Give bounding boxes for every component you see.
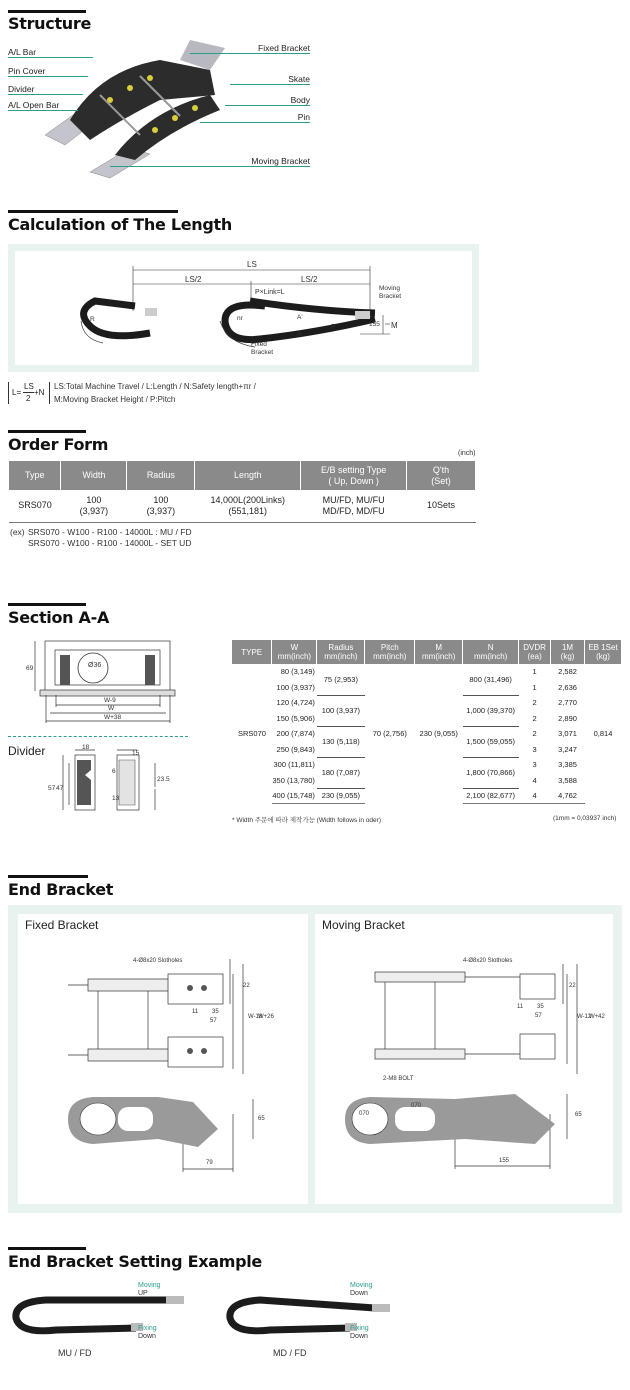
structure-right-leader bbox=[230, 84, 310, 85]
sa-kg-cell: 3,247 bbox=[558, 744, 577, 754]
moving-bracket-label: Moving Bracket bbox=[315, 914, 420, 936]
sa-radius-cell: 180 (7,087) bbox=[317, 757, 365, 788]
end-bracket-title: End Bracket bbox=[8, 880, 114, 899]
calc-r-label: R bbox=[90, 316, 95, 323]
order-example-prefix: (ex) bbox=[10, 527, 25, 537]
sa-dvdr-cell: 3 bbox=[532, 760, 537, 770]
structure-rule bbox=[8, 10, 86, 13]
sa-radius-cell: 75 (2,953) bbox=[317, 664, 365, 695]
formula-l: L= bbox=[12, 388, 22, 397]
sa-radius-cell: 130 (5,118) bbox=[317, 726, 365, 757]
fixed-w26: W+26 bbox=[258, 1014, 274, 1020]
calc-ls2a-label: LS/2 bbox=[185, 275, 202, 284]
div-d18: 18 bbox=[82, 744, 90, 751]
calc-rule bbox=[8, 210, 178, 213]
fixed-d35: 35 bbox=[212, 1009, 219, 1015]
structure-right-leader bbox=[200, 122, 310, 123]
structure-right-label: Fixed Bracket bbox=[258, 43, 310, 53]
divider-label: Divider bbox=[8, 744, 46, 758]
setting-rule bbox=[8, 1247, 86, 1250]
order-cell: 100 (3,937) bbox=[61, 490, 127, 522]
structure-right-label: Body bbox=[290, 95, 310, 105]
sa-kg-cell: 2,770 bbox=[558, 698, 577, 708]
moving-d155: 155 bbox=[499, 1158, 510, 1164]
div-d47: 47 bbox=[56, 785, 64, 792]
sa-type-cell: SRS070 bbox=[237, 729, 266, 739]
section-aa-table bbox=[232, 640, 622, 804]
setting2-fixing-dir: Down bbox=[350, 1333, 368, 1340]
sa-pitch-cell: 70 (2,756) bbox=[372, 729, 407, 739]
calc-legend-1: LS:Total Machine Travel / L:Length / N:Safety length+πr / bbox=[54, 382, 256, 391]
sa-header-cell: DVDR (ea) bbox=[519, 640, 551, 664]
fixed-w18: W-18 bbox=[248, 1014, 263, 1020]
sa-kg-cell: 4,762 bbox=[551, 788, 585, 804]
sa-w-cell: 400 (15,748) bbox=[272, 788, 317, 804]
sa-kg-cell: 2,636 bbox=[558, 682, 577, 692]
structure-left-label: Pin Cover bbox=[8, 66, 46, 76]
structure-left-label: A/L Bar bbox=[8, 47, 37, 57]
setting1-fixing-dir: Down bbox=[138, 1333, 156, 1340]
sa-header-cell: Radius mm(inch) bbox=[317, 640, 365, 664]
fixed-bracket-panel bbox=[18, 914, 308, 1204]
structure-left-label: A/L Open Bar bbox=[8, 100, 60, 110]
sa-w-cell: 120 (4,724) bbox=[276, 698, 315, 708]
moving-d22: 22 bbox=[569, 983, 576, 989]
moving-l070a: 070 bbox=[359, 1111, 370, 1117]
sa-w9: W-9 bbox=[104, 697, 116, 704]
sa-header-cell: W mm(inch) bbox=[272, 640, 317, 664]
formula-bar bbox=[23, 392, 34, 393]
moving-bracket-panel bbox=[315, 914, 613, 1204]
sa-w: W bbox=[108, 705, 115, 712]
structure-right-label: Moving Bracket bbox=[251, 156, 310, 166]
sa-w-cell: 100 (3,937) bbox=[276, 682, 315, 692]
end-bracket-rule bbox=[8, 875, 88, 878]
calc-155-label: 155 bbox=[369, 321, 380, 328]
calc-p-label: P bbox=[331, 324, 336, 331]
divider-drawing bbox=[45, 745, 170, 815]
structure-right-label: Pin bbox=[297, 112, 310, 122]
calc-fixed-bracket-label: Fixed Bracket bbox=[251, 341, 274, 356]
calc-title: Calculation of The Length bbox=[8, 215, 232, 234]
sa-radius-cell: 100 (3,937) bbox=[317, 695, 365, 726]
sa-w-cell: 150 (5,906) bbox=[276, 713, 315, 723]
sa-d36: Ø36 bbox=[88, 662, 102, 669]
divider-dash-line bbox=[8, 736, 188, 737]
moving-d11: 11 bbox=[517, 1004, 524, 1010]
sa-kg-cell: 2,890 bbox=[558, 713, 577, 723]
sa-kg-cell: 3,071 bbox=[558, 729, 577, 739]
order-header-cell: Type bbox=[9, 461, 61, 490]
moving-bolt: 2-M8 BOLT bbox=[383, 1076, 414, 1082]
sa-conversion: (1mm = 0,03937 inch) bbox=[553, 815, 617, 822]
sa-footnote: * Width 주문에 따라 제작가능 (Width follows in oder) bbox=[232, 817, 381, 824]
sa-kg-cell: 3,588 bbox=[558, 775, 577, 785]
setting1-moving-dir: UP bbox=[138, 1290, 148, 1297]
fixed-d22: 22 bbox=[243, 983, 250, 989]
div-d6: 6 bbox=[112, 768, 116, 775]
end-bracket-panel bbox=[8, 905, 622, 1213]
div-d57: 57 bbox=[48, 785, 56, 792]
sa-n-cell: 1,000 (39,370) bbox=[463, 695, 519, 726]
sa-w-cell: 80 (3,149) bbox=[280, 667, 315, 677]
sa-dvdr-cell: 4 bbox=[519, 788, 551, 804]
sa-dvdr-cell: 2 bbox=[532, 698, 537, 708]
setting1-moving: Moving bbox=[138, 1282, 161, 1289]
sa-h69: 69 bbox=[26, 665, 34, 672]
calc-ls2b-label: LS/2 bbox=[301, 275, 318, 284]
section-aa-rule bbox=[8, 603, 86, 606]
sa-m-cell: 230 (9,055) bbox=[419, 729, 458, 739]
structure-left-leader bbox=[8, 94, 83, 95]
structure-left-label: Divider bbox=[8, 84, 35, 94]
structure-title: Structure bbox=[8, 14, 92, 33]
sa-header-cell: N mm(inch) bbox=[463, 640, 519, 664]
sa-w-cell: 350 (13,780) bbox=[272, 775, 315, 785]
sa-n-cell: 1,500 (59,055) bbox=[463, 726, 519, 757]
fixed-d57: 57 bbox=[210, 1018, 217, 1024]
fixed-holes: 4-Ø8x20 Slotholes bbox=[133, 958, 183, 964]
setting1-fixing: Fixing bbox=[138, 1325, 157, 1332]
sa-dvdr-cell: 1 bbox=[532, 667, 537, 677]
structure-right-leader bbox=[190, 53, 310, 54]
sa-dvdr-cell: 1 bbox=[532, 682, 537, 692]
div-d15: 15 bbox=[132, 750, 140, 757]
sa-header-cell: TYPE bbox=[232, 640, 272, 664]
sa-row bbox=[232, 664, 622, 680]
setting2-fixing: Fixing bbox=[350, 1325, 369, 1332]
calc-diagram bbox=[15, 251, 472, 365]
div-d235: 23.5 bbox=[157, 776, 170, 783]
calc-a2-label: A' bbox=[297, 331, 303, 338]
sa-header-cell: Pitch mm(inch) bbox=[365, 640, 415, 664]
structure-right-label: Skate bbox=[288, 74, 310, 84]
order-cell: 10Sets bbox=[407, 490, 476, 522]
sa-w38: W+38 bbox=[104, 714, 122, 721]
setting-example-2-chain bbox=[220, 1290, 400, 1340]
calc-moving-bracket-label: Moving Bracket bbox=[379, 285, 402, 300]
order-example-1: SRS070 - W100 - R100 - 14000L : MU / FD bbox=[28, 527, 192, 537]
div-d13: 13 bbox=[112, 795, 120, 802]
sa-dvdr-cell: 2 bbox=[532, 729, 537, 739]
calc-diagram-panel bbox=[8, 244, 479, 372]
sa-header-cell: M mm(inch) bbox=[415, 640, 463, 664]
calc-a1-label: A' bbox=[297, 314, 303, 321]
sa-n-cell: 800 (31,496) bbox=[463, 664, 519, 695]
order-unit: (inch) bbox=[458, 450, 476, 457]
setting-title: End Bracket Setting Example bbox=[8, 1252, 262, 1271]
sa-eb-cell: 0,814 bbox=[593, 729, 613, 739]
sa-w-cell: 200 (7,874) bbox=[276, 729, 315, 739]
sa-dvdr-cell: 4 bbox=[532, 775, 537, 785]
sa-radius-cell: 230 (9,055) bbox=[317, 788, 365, 804]
moving-w42: W+42 bbox=[589, 1014, 605, 1020]
moving-d57: 57 bbox=[535, 1013, 542, 1019]
order-example-2: SRS070 - W100 - R100 - 14000L - SET UD bbox=[28, 538, 192, 548]
structure-left-leader bbox=[8, 76, 88, 77]
structure-right-leader bbox=[110, 166, 310, 167]
calc-pitch-link-label: P×Link=L bbox=[255, 289, 285, 296]
order-cell: 14,000L(200Links) (551,181) bbox=[195, 490, 301, 522]
structure-left-leader bbox=[8, 110, 78, 111]
structure-left-leader bbox=[8, 57, 93, 58]
sa-header-cell: 1M (kg) bbox=[551, 640, 585, 664]
structure-right-leader bbox=[225, 105, 310, 106]
sa-header-cell: EB 1Set (kg) bbox=[585, 640, 622, 664]
formula-num: LS bbox=[24, 382, 34, 391]
formula-den: 2 bbox=[26, 394, 31, 403]
moving-w12: W-12 bbox=[577, 1014, 592, 1020]
sa-dvdr-cell: 2 bbox=[532, 713, 537, 723]
fixed-d65: 65 bbox=[258, 1116, 265, 1122]
calc-ls-label: LS bbox=[247, 260, 257, 269]
calc-m-label: M bbox=[391, 321, 398, 330]
setting1-caption: MU / FD bbox=[58, 1348, 92, 1358]
sa-n-cell: 2,100 (82,677) bbox=[463, 788, 519, 804]
order-table bbox=[9, 461, 476, 523]
sa-w-cell: 300 (11,811) bbox=[273, 760, 315, 770]
sa-dvdr-cell: 3 bbox=[532, 744, 537, 754]
order-header-cell: E/B setting Type ( Up, Down ) bbox=[301, 461, 407, 490]
order-row bbox=[9, 490, 476, 522]
moving-d65: 65 bbox=[575, 1112, 582, 1118]
order-rule bbox=[8, 430, 86, 433]
setting-example-1-chain bbox=[6, 1290, 186, 1340]
section-aa-title: Section A-A bbox=[8, 608, 110, 627]
fixed-d11: 11 bbox=[192, 1009, 199, 1015]
formula-rest: +N bbox=[34, 388, 45, 397]
order-header-cell: Width bbox=[61, 461, 127, 490]
sa-w-cell: 250 (9,843) bbox=[276, 744, 315, 754]
order-title: Order Form bbox=[8, 435, 109, 454]
fixed-d79: 79 bbox=[206, 1160, 213, 1166]
sa-kg-cell: 3,385 bbox=[558, 760, 577, 770]
moving-holes: 4-Ø8x20 Slotholes bbox=[463, 958, 513, 964]
moving-l070b: 070 bbox=[411, 1103, 422, 1109]
order-header-cell: Length bbox=[195, 461, 301, 490]
fixed-bracket-label: Fixed Bracket bbox=[18, 914, 116, 936]
order-header-cell: Radius bbox=[127, 461, 195, 490]
moving-d35: 35 bbox=[537, 1004, 544, 1010]
order-cell: 100 (3,937) bbox=[127, 490, 195, 522]
order-cell: MU/FD, MU/FU MD/FD, MD/FU bbox=[301, 490, 407, 522]
calc-legend-2: M:Moving Bracket Height / P:Pitch bbox=[54, 395, 176, 404]
order-cell: SRS070 bbox=[9, 490, 61, 522]
setting2-moving: Moving bbox=[350, 1282, 373, 1289]
setting2-caption: MD / FD bbox=[273, 1348, 307, 1358]
order-header-cell: Q'th (Set) bbox=[407, 461, 476, 490]
setting2-moving-dir: Down bbox=[350, 1290, 368, 1297]
calc-nr-label: nr bbox=[237, 315, 243, 322]
calc-formula bbox=[8, 382, 50, 404]
sa-n-cell: 1,800 (70,866) bbox=[463, 757, 519, 788]
sa-kg-cell: 2,582 bbox=[558, 667, 577, 677]
